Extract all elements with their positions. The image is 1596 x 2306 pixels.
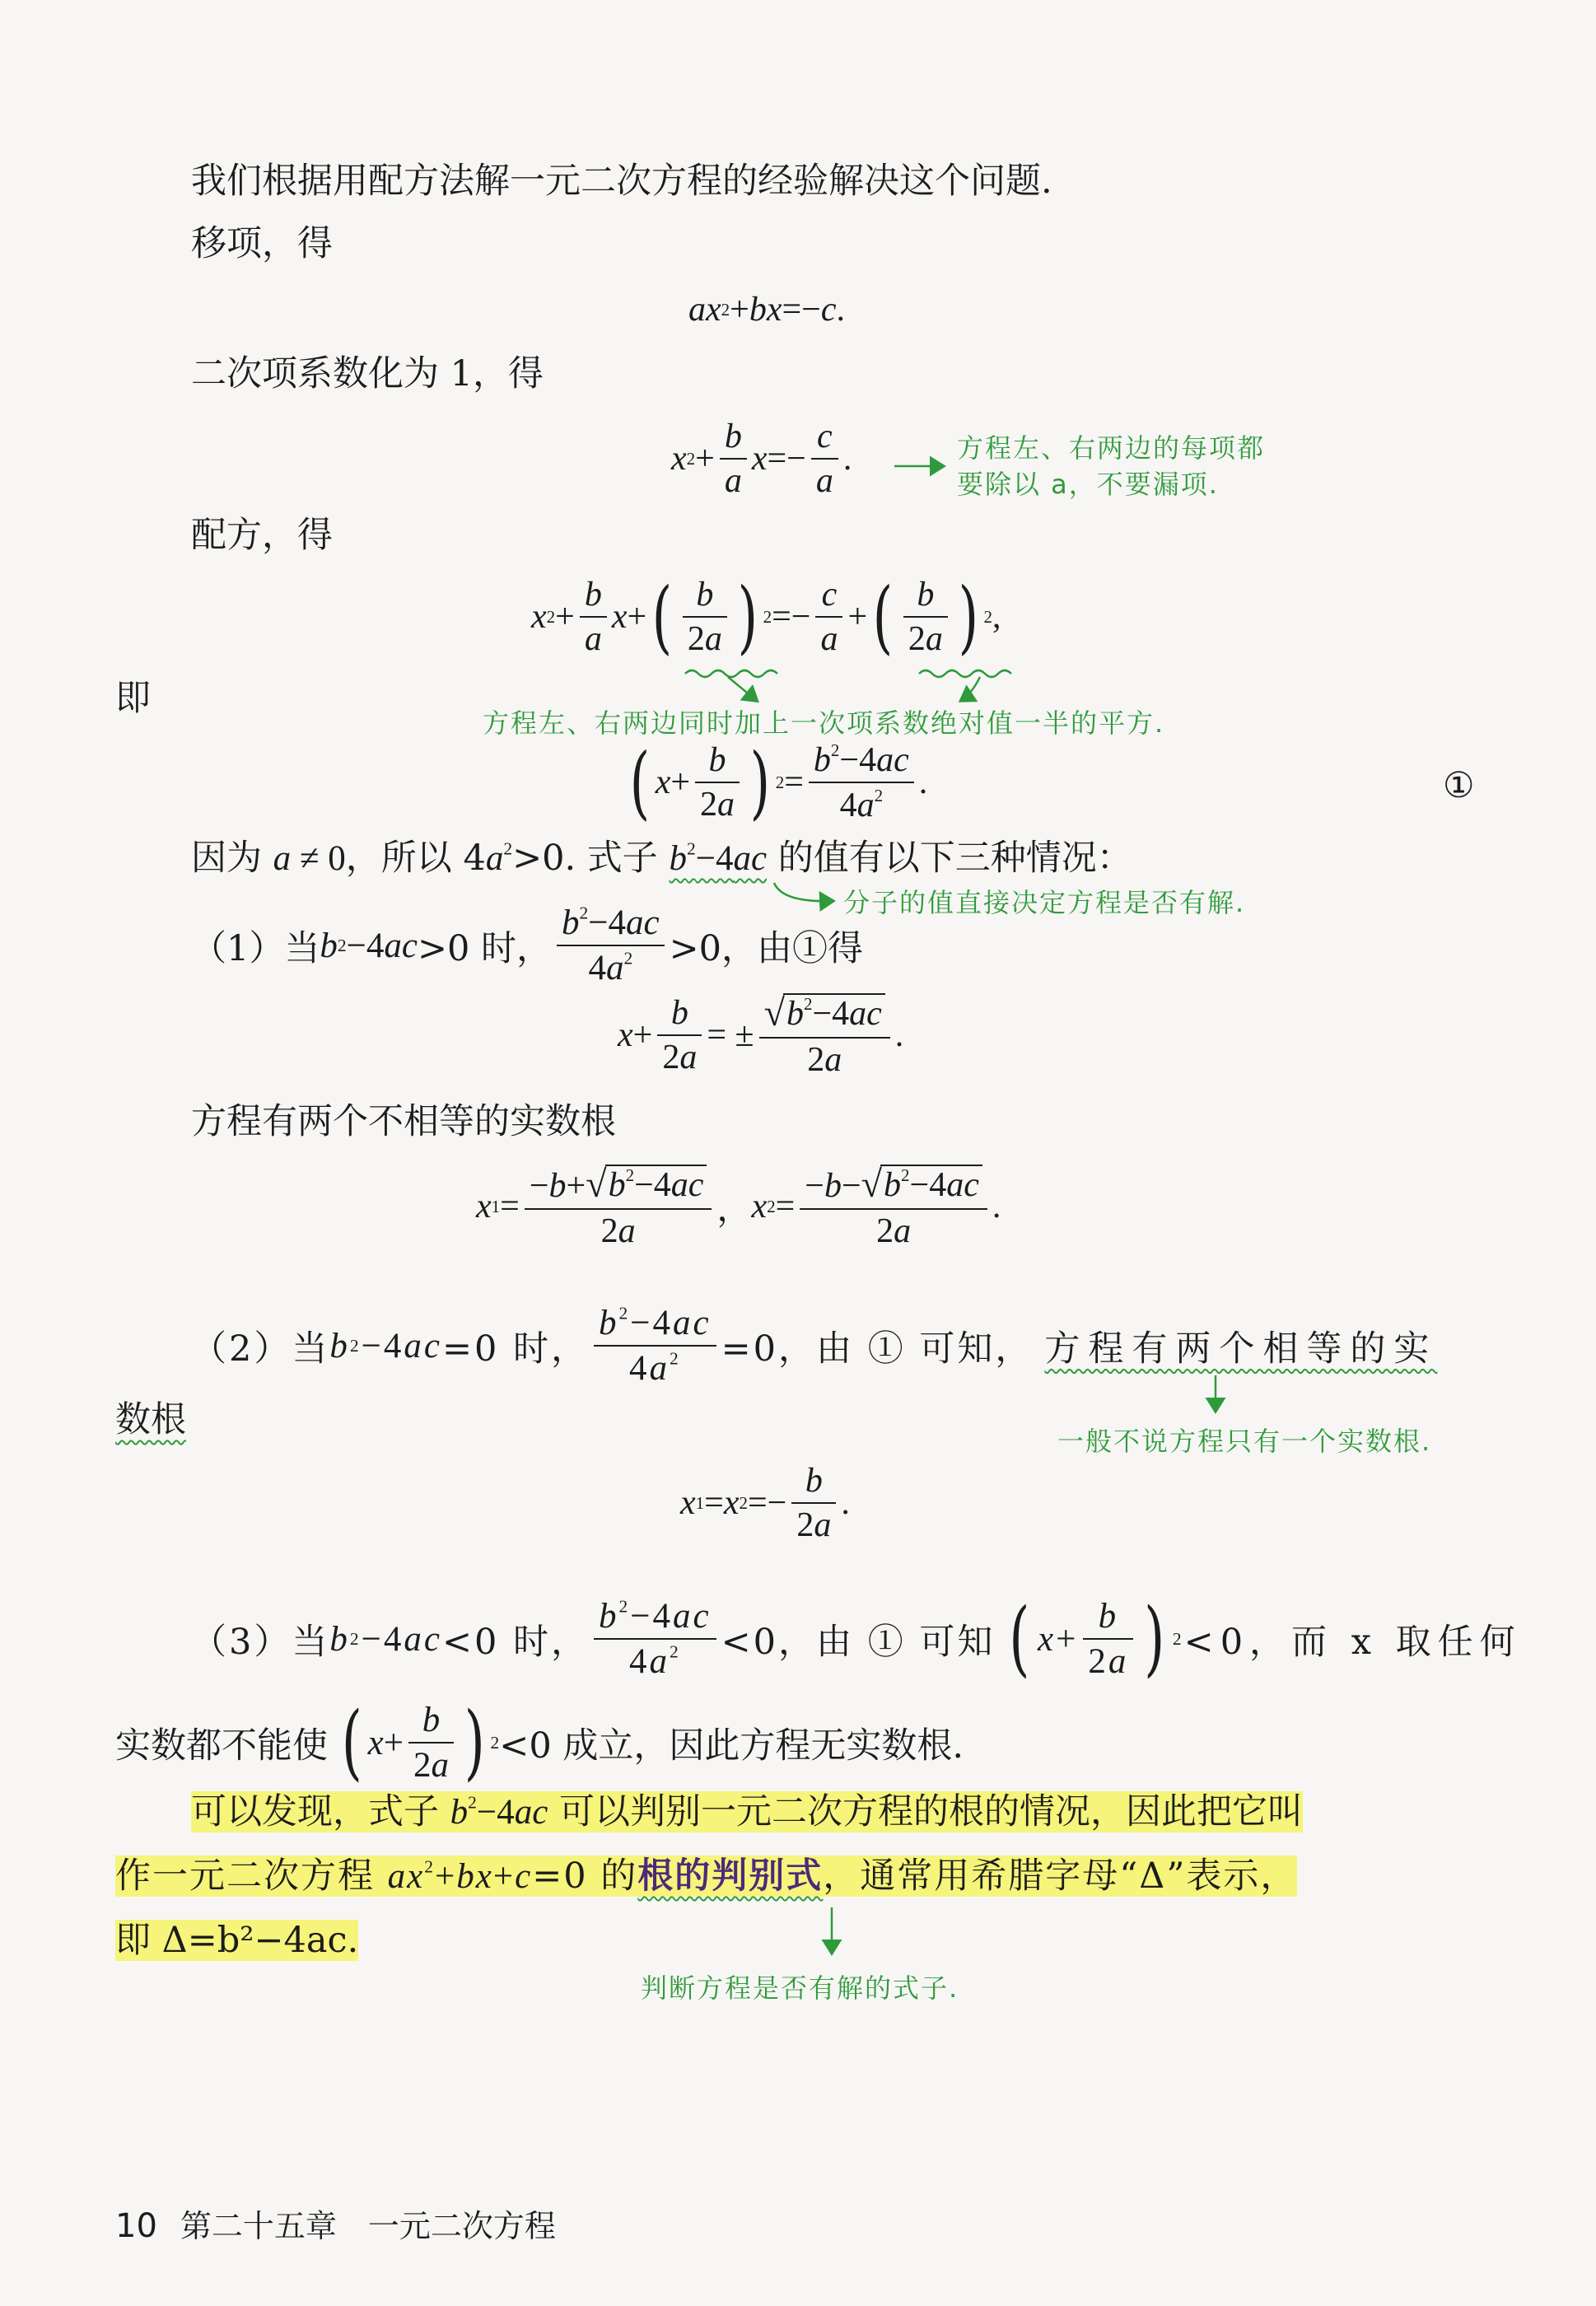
- summary-line-2: 作一元二次方程 $ax^2+bx+c=0$ 的根的判别式，通常用希腊字母“Δ”表示，: [115, 1856, 1298, 1897]
- text: 方程有两个相等的实: [1044, 1328, 1438, 1370]
- text: >0 时，: [417, 927, 553, 969]
- case-2-condition: （2）当 b 2 −4 ac =0 时， $\frac{b^2-4ac}{4a^2}$ =0，由 ① 可知， 方程有两个相等的实: [191, 1303, 1438, 1389]
- paragraph-two-distinct-roots: 方程有两个不相等的实数根: [191, 1101, 616, 1142]
- text: （2）当: [191, 1328, 330, 1370]
- equation-move-term: ax 2 + bx =− c .: [688, 291, 846, 329]
- note-numerator-decides: 分子的值直接决定方程是否有解.: [843, 887, 1246, 918]
- equation-two-distinct-roots: x 1 = −b+ √ $b^2-4ac$ 2a ， x 2 = −b− √ $b^2-4ac$ 2a .: [476, 1163, 1001, 1250]
- equation-equal-roots: x 1 = x 2 =− $\frac{b}{2a}$ .: [680, 1462, 850, 1545]
- text: =0 时，: [441, 1328, 590, 1370]
- paragraph-move-term: 移项，得: [191, 223, 333, 264]
- case-1-condition: （1）当 b 2 −4 ac >0 时， $\frac{b^2-4ac}{4a^2}$ >0，由①得: [191, 903, 864, 988]
- arrow-icon: [962, 677, 980, 700]
- text: （3）当: [191, 1621, 330, 1663]
- paragraph-intro: 我们根据用配方法解一元二次方程的经验解决这个问题.: [191, 161, 1052, 202]
- page-number: 10: [115, 2207, 157, 2245]
- text: 可以判别一元二次方程的根的情况，因此把它叫: [548, 1791, 1303, 1832]
- note-not-only-one-root: 一般不说方程只有一个实数根.: [1057, 1426, 1432, 1457]
- text: =0 的: [532, 1856, 638, 1897]
- text: ，所以 4: [345, 838, 486, 879]
- text: 因为: [191, 838, 273, 879]
- equation-normalized: x 2 + $\frac{b}{a}$ x =− $\frac{c}{a}$ .: [671, 418, 852, 501]
- note-line-2: 要除以 a，不要漏项.: [957, 469, 1219, 500]
- text: >0. 式子: [512, 838, 670, 879]
- text: 可以发现，式子: [191, 1791, 450, 1832]
- text: >0，由①得: [669, 927, 864, 969]
- paragraph-that-is: 即: [115, 678, 151, 719]
- wavy-underline-icon: [919, 670, 1011, 677]
- case-3-continuation: 实数都不能使 ( x + $\frac{b}{2a}$ ) 2 <0 成立，因此方程无实数根.: [115, 1694, 964, 1790]
- case-2-continuation: 数根: [115, 1399, 186, 1440]
- text: <0 时，: [441, 1621, 590, 1663]
- note-add-half-square: 方程左、右两边同时加上一次项系数绝对值一半的平方.: [483, 707, 1165, 739]
- text: 的值有以下三种情况：: [767, 838, 1132, 879]
- paragraph-three-cases: 因为 a ≠ 0，所以 $4a^2>0$. 式子 $b^2-4ac$ 的值有以下三种情况：: [191, 838, 1132, 879]
- chapter-title: 第二十五章 一元二次方程: [180, 2208, 556, 2244]
- text: ，通常用希腊字母“Δ”表示，: [823, 1856, 1298, 1897]
- equation-complete-square: x 2 + $\frac{b}{a}$ x + ( $\frac{b}{2a}$ ) 2 =− $\frac{c}{a}$ + ( $\frac{b}{2a}$ ) 2 ,: [531, 569, 1001, 663]
- arrow-icon: [774, 883, 832, 901]
- text: <0 成立，因此方程无实数根.: [499, 1725, 964, 1767]
- paragraph-normalize: 二次项系数化为 1，得: [191, 353, 544, 394]
- note-line-1: 方程左、右两边的每项都: [957, 432, 1266, 464]
- text: 实数都不能使: [115, 1725, 328, 1767]
- text: <0，而 x 取任何: [1183, 1621, 1522, 1663]
- case-3-condition: （3）当 b 2 −4 ac <0 时， $\frac{b^2-4ac}{4a^2}$ <0，由 ① 可知 ( x + $\frac{b}{2a}$ ) 2 <0，而 x 取任何: [191, 1590, 1522, 1686]
- discriminant-definition: 即 Δ=b²−4ac.: [115, 1920, 359, 1961]
- text: =0，由 ① 可知，: [721, 1328, 1034, 1370]
- arrow-icon: [728, 677, 756, 700]
- term-discriminant: 根的判别式: [637, 1856, 824, 1897]
- wavy-underline-icon: [685, 670, 777, 677]
- text: 作一元二次方程: [115, 1856, 388, 1897]
- note-discriminant-meaning: 判断方程是否有解的式子.: [641, 1972, 959, 2004]
- summary-line-1: 可以发现，式子 $b^2-4ac$ 可以判别一元二次方程的根的情况，因此把它叫: [191, 1791, 1303, 1832]
- page-footer: [115, 2201, 556, 2246]
- equation-number-1: ①: [1443, 765, 1475, 806]
- text: <0，由 ① 可知: [721, 1621, 996, 1663]
- equation-case-1-solve: x + $\frac{b}{2a}$ = ± √ $b^2-4ac$ 2a .: [618, 992, 904, 1079]
- text: （1）当: [191, 927, 320, 969]
- paragraph-complete-square: 配方，得: [191, 515, 333, 556]
- equation-1: ( x + $\frac{b}{2a}$ ) 2 = $\frac{b^2-4ac}{4a^2}$ .: [629, 735, 928, 829]
